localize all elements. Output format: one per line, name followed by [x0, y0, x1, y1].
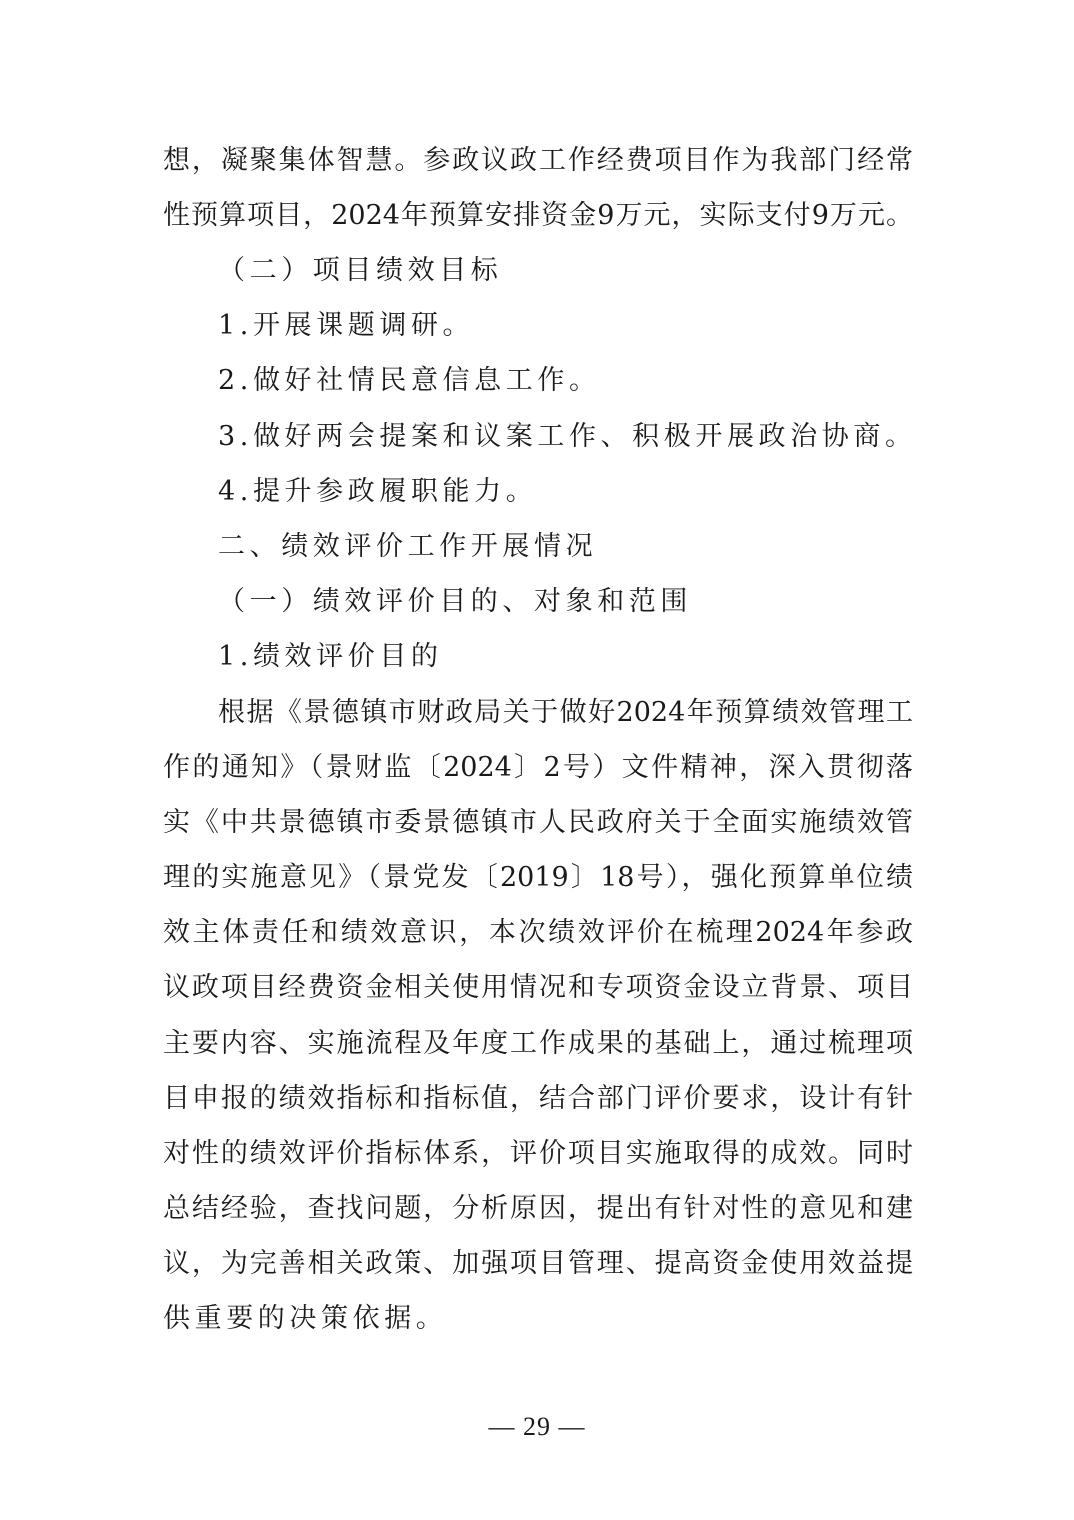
list-item-1: 1.开展课题调研。 [218, 310, 475, 341]
section-heading-project-goals: （二）项目绩效目标 [218, 255, 503, 286]
paragraph-line-2: 作的通知》（景财监〔2024〕2号）文件精神，深入贯彻落 [163, 752, 913, 783]
body-line-2: 性预算项目，2024年预算安排资金9万元，实际支付9万元。 [163, 200, 913, 231]
paragraph-line-3: 实《中共景德镇市委景德镇市人民政府关于全面实施绩效管 [163, 807, 913, 838]
paragraph-line-4: 理的实施意见》（景党发〔2019〕18号），强化预算单位绩 [163, 862, 913, 893]
paragraph-line-10: 总结经验，查找问题，分析原因，提出有针对性的意见和建 [163, 1193, 913, 1224]
subsection-heading-purpose: 1.绩效评价目的 [218, 641, 443, 672]
subsection-heading-purpose-scope: （一）绩效评价目的、对象和范围 [218, 586, 692, 617]
list-item-4: 4.提升参政履职能力。 [218, 476, 538, 507]
paragraph-line-1: 根据《景德镇市财政局关于做好2024年预算绩效管理工 [218, 697, 913, 728]
paragraph-line-8: 目申报的绩效指标和指标值，结合部门评价要求，设计有针 [163, 1083, 913, 1114]
paragraph-line-9: 对性的绩效评价指标体系，评价项目实施取得的成效。同时 [163, 1138, 913, 1169]
paragraph-line-5: 效主体责任和绩效意识，本次绩效评价在梳理2024年参政 [163, 917, 913, 948]
paragraph-line-11: 议，为完善相关政策、加强项目管理、提高资金使用效益提 [163, 1248, 913, 1279]
list-item-2: 2.做好社情民意信息工作。 [218, 365, 601, 396]
page-number: — 29 — [488, 1412, 586, 1441]
paragraph-line-6: 议政项目经费资金相关使用情况和专项资金设立背景、项目 [163, 972, 913, 1003]
list-item-3: 3.做好两会提案和议案工作、积极开展政治协商。 [218, 421, 917, 452]
paragraph-line-12: 供重要的决策依据。 [163, 1303, 448, 1334]
body-line-1: 想，凝聚集体智慧。参政议政工作经费项目作为我部门经常 [163, 145, 913, 176]
section-heading-evaluation: 二、绩效评价工作开展情况 [218, 531, 598, 562]
paragraph-line-7: 主要内容、实施流程及年度工作成果的基础上，通过梳理项 [163, 1028, 913, 1059]
